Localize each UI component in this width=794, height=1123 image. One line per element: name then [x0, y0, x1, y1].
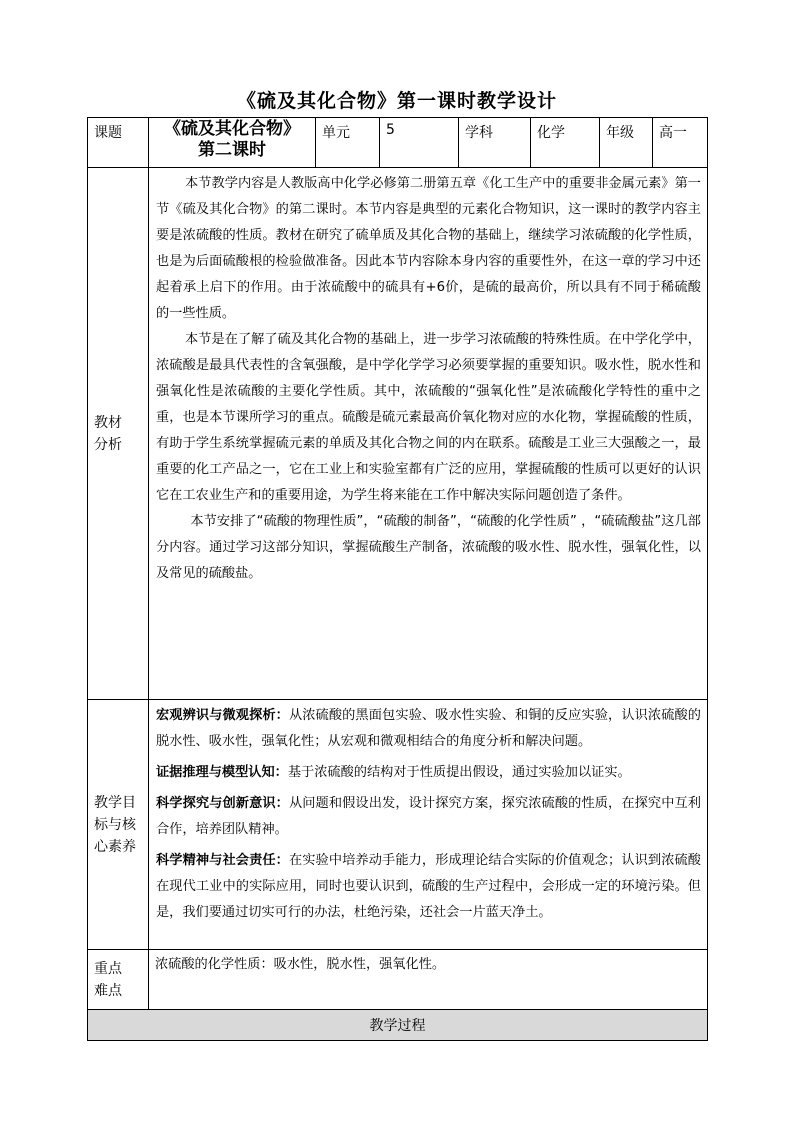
goal-heading: 宏观辨识与微观探析：	[156, 708, 289, 723]
goal-item	[156, 791, 701, 843]
goal-text: 从浓硫酸的黑面包实验、吸水性实验、和铜的反应实验，认识浓硫酸的脱水性、吸水性，强氧化性；从宏观和微观相结合的角度分析和解决问题。	[156, 708, 701, 749]
process-row	[88, 1010, 708, 1041]
grade-value: 高一	[653, 118, 708, 168]
goal-text: 基于浓硫酸的结构对于性质提出假设，通过实验加以证实。	[287, 765, 631, 780]
goals-row	[88, 700, 708, 950]
teaching-process-header: 教学过程	[88, 1010, 708, 1041]
goals-label-line2: 标与核	[94, 816, 136, 833]
goal-heading: 科学探究与创新意识：	[156, 796, 289, 811]
focus-content: 浓硫酸的化学性质：吸水性，脱水性，强氧化性。	[149, 950, 708, 1010]
course-title-line2: 第二课时	[198, 140, 266, 160]
goal-item	[156, 703, 701, 755]
goals-label	[88, 700, 149, 950]
focus-label	[88, 950, 149, 1010]
goal-item	[156, 760, 701, 786]
grade-label: 年级	[600, 118, 653, 168]
header-row	[88, 118, 708, 168]
document-title: 《硫及其化合物》第一课时教学设计	[236, 90, 557, 112]
goal-text: 在实验中培养动手能力，形成理论结合实际的价值观念；认识到浓硫酸在现代工业中的实际应用，同时也要认识到，硫酸的生产过程中，会形成一定的环境污染。但是，我们要通过切实可行的办法，杜绝污染，还社会一片蓝天净土。	[156, 853, 701, 920]
unit-label: 单元	[316, 118, 380, 168]
goal-item	[156, 848, 701, 926]
analysis-label-line1: 教材	[94, 414, 122, 431]
goal-heading: 科学精神与社会责任：	[156, 853, 289, 868]
course-title-line1: 《硫及其化合物》	[164, 119, 300, 139]
subject-label: 学科	[459, 118, 531, 168]
goals-label-line3: 心素养	[94, 838, 136, 855]
goals-label-line1: 教学目	[94, 794, 136, 811]
focus-label-line2: 难点	[94, 983, 122, 999]
course-title-cell	[149, 118, 316, 168]
unit-value: 5	[380, 118, 459, 168]
analysis-label	[88, 168, 149, 700]
analysis-label-line2: 分析	[94, 436, 122, 453]
analysis-paragraph-3: 本节安排了“硫酸的物理性质”，“硫酸的制备”，“硫酸的化学性质” ，“硫硫酸盐”这几部分内容。通过学习这部分知识，掌握硫酸生产制备，浓硫酸的吸水性、脱水性，强氧化性，以及常见的硫酸盐。	[156, 514, 701, 581]
analysis-content	[149, 168, 708, 700]
subject-value: 化学	[531, 118, 600, 168]
analysis-paragraph-1: 本节教学内容是人教版高中化学必修第二册第五章《化工生产中的重要非金属元素》第一节《硫及其化合物》的第二课时。本节内容是典型的元素化合物知识，这一课时的教学内容主要是浓硫酸的性质。教材在研究了硫单质及其化合物的基础上，继续学习浓硫酸的化学性质，也是为后面硫酸根的检验做准备。因此本节内容除本身内容的重要性外，在这一章的学习中还起着承上启下的作用。由于浓硫酸中的硫具有+6价，是硫的最高价，所以具有不同于稀硫酸的一些性质。	[156, 176, 701, 321]
lesson-plan-table	[87, 117, 708, 1041]
goal-text: 从问题和假设出发，设计探究方案，探究浓硫酸的性质，在探究中互利合作，培养团队精神。	[156, 796, 701, 837]
goal-heading: 证据推理与模型认知：	[156, 765, 288, 780]
goals-content	[149, 700, 708, 950]
analysis-row	[88, 168, 708, 700]
focus-row	[88, 950, 708, 1010]
analysis-paragraph-2: 本节是在了解了硫及其化合物的基础上，进一步学习浓硫酸的特殊性质。在中学化学中，浓硫酸是最具代表性的含氧强酸，是中学化学学习必须要掌握的重要知识。吸水性，脱水性和强氧化性是浓硫酸的主要化学性质。其中，浓硫酸的“强氧化性”是浓硫酸化学特性的重中之重，也是本节课所学习的重点。硫酸是硫元素最高价氧化物对应的水化物，掌握硫酸的性质，有助于学生系统掌握硫元素的单质及其化合物之间的内在联系。硫酸是工业三大强酸之一，最重要的化工产品之一，它在工业上和实验室都有广泛的应用，掌握硫酸的性质可以更好的认识它在工农业生产和的重要用途，为学生将来能在工作中解决实际问题创造了条件。	[156, 332, 701, 503]
focus-label-line1: 重点	[94, 961, 122, 977]
topic-label: 课题	[88, 118, 149, 168]
